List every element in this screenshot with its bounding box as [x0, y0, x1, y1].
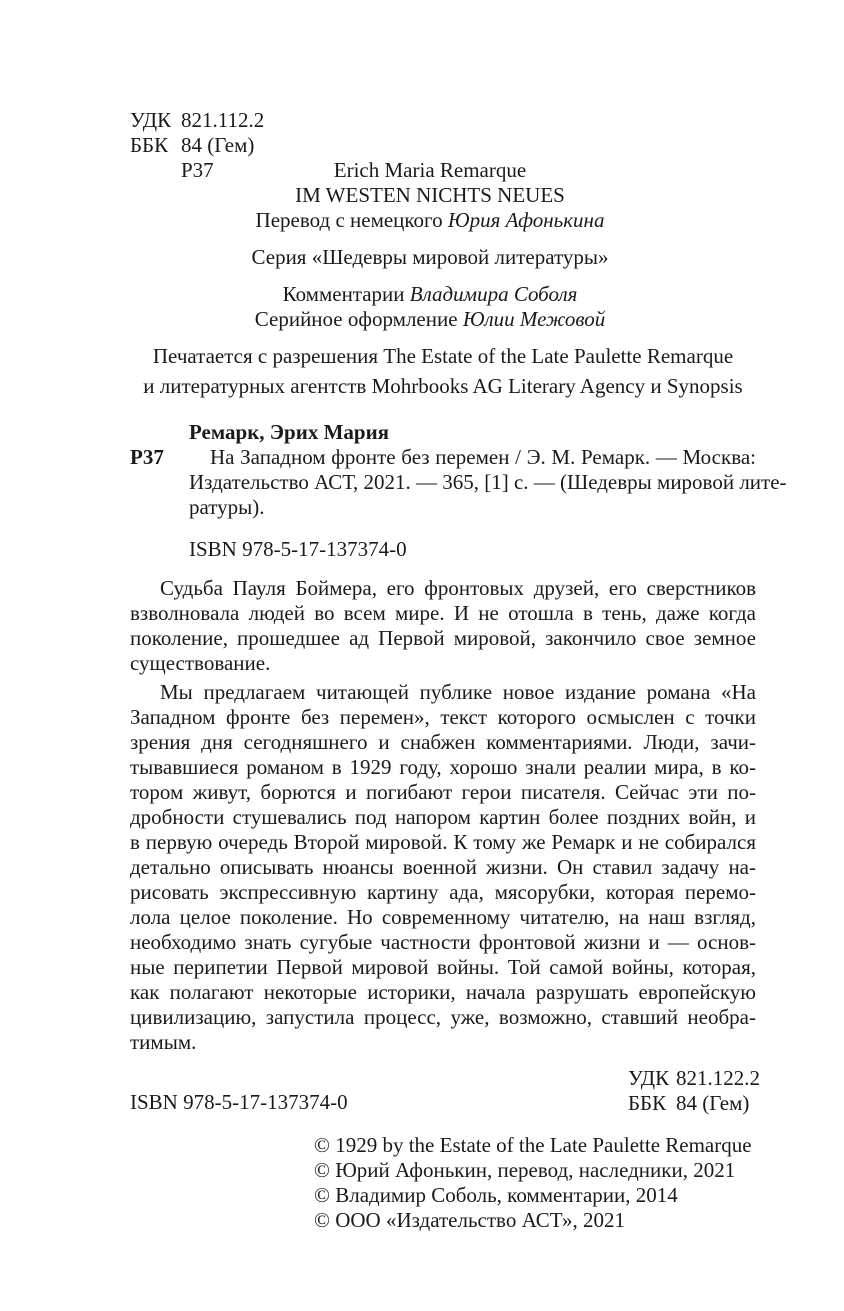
text-line: необходимо знать сугубые частности фронтовой жизни и — основ-	[130, 930, 756, 954]
footer-bbk-value: 84 (Гем)	[676, 1091, 750, 1115]
catalog-mark: Р37	[130, 445, 164, 469]
text-line: взволновала людей во всем мире. И не отошла в тень, даже когда	[130, 601, 756, 625]
udk-value: 821.112.2	[181, 108, 265, 132]
footer-isbn: ISBN 978-5-17-137374-0	[130, 1090, 348, 1114]
text-line: поколение, прошедшее ад Первой мировой, закончило свое земное	[130, 626, 756, 650]
catalog-line-3: ратуры).	[189, 495, 265, 519]
text-line: тимым.	[130, 1030, 197, 1054]
translation-prefix: Перевод с немецкого	[255, 208, 443, 232]
title-block	[130, 0, 730, 330]
text-line: как полагают некоторые историки, начала разрушать европейскую	[130, 980, 756, 1004]
design-line	[130, 309, 730, 330]
text-line: тором живут, борются и погибают герои писателя. Сейчас эти по-	[130, 780, 756, 804]
catalog-heading: Ремарк, Эрих Мария	[189, 420, 390, 444]
footer-bbk-label: ББК	[628, 1091, 667, 1115]
design-prefix: Серийное оформление	[254, 307, 458, 331]
catalog-isbn: ISBN 978-5-17-137374-0	[189, 537, 407, 561]
text-line: Мы предлагаем читающей публике новое издание романа «На	[160, 680, 756, 704]
comments-line	[130, 284, 730, 305]
designer-name: Юлии Межовой	[462, 307, 606, 331]
catalog-line-1: На Западном фронте без перемен / Э. М. Ремарк. — Москва:	[210, 445, 756, 469]
text-line: тывавшиеся романом в 1929 году, хорошо знали реалии мира, в ко-	[130, 755, 756, 779]
permission-line-2: и литературных агентств Mohrbooks AG Literary Agency и Synopsis	[143, 374, 743, 398]
bbk-label: ББК	[130, 133, 169, 157]
author-mark: Р37	[181, 158, 214, 182]
bbk-value: 84 (Гем)	[181, 133, 255, 157]
permission-line-1: Печатается с разрешения The Estate of the Late Paulette Remarque	[152, 344, 734, 368]
text-line: цивилизацию, запустила процесс, уже, возможно, ставший необра-	[130, 1005, 756, 1029]
commentator-name: Владимира Соболя	[409, 282, 578, 306]
text-line: рисовать экспрессивную картину ада, мясорубки, которая перемо-	[130, 880, 756, 904]
udk-label: УДК	[130, 108, 172, 132]
text-line: Западном фронте без перемен», текст которого осмыслен с точки	[130, 705, 756, 729]
text-line: существование.	[130, 651, 271, 675]
copyright-line: © ООО «Издательство АСТ», 2021	[314, 1208, 625, 1232]
translator-name: Юрия Афонькина	[447, 208, 605, 232]
footer-udk-value: 821.122.2	[676, 1066, 760, 1090]
catalog-line-2: Издательство АСТ, 2021. — 365, [1] с. — (Шедевры мировой лите-	[189, 470, 787, 494]
text-line: в первую очередь Второй мировой. К тому же Ремарк и не собирался	[130, 830, 756, 854]
copyright-line: © 1929 by the Estate of the Late Paulette Remarque	[314, 1133, 752, 1157]
text-line: зрения дня сегодняшнего и снабжен комментариями. Люди, зачи-	[130, 730, 756, 754]
translation-line	[130, 210, 730, 231]
text-line: лола целое поколение. Но современному читателю, на наш взгляд,	[130, 905, 756, 929]
comments-prefix: Комментарии	[282, 282, 405, 306]
text-line: ные перипетии Первой мировой войны. Той самой войны, которая,	[130, 955, 756, 979]
text-line: Судьба Пауля Боймера, его фронтовых друзей, его сверстников	[160, 576, 756, 600]
footer-udk-label: УДК	[628, 1066, 670, 1090]
copyright-line: © Юрий Афонькин, перевод, наследники, 2021	[314, 1158, 736, 1182]
text-line: детально описывать нюансы военной жизни. Он ставил задачу на-	[130, 855, 756, 879]
title-original: IM WESTEN NICHTS NEUES	[295, 183, 565, 207]
series-line: Серия «Шедевры мировой литературы»	[251, 245, 609, 269]
author-original: Erich Maria Remarque	[333, 158, 527, 182]
copyright-line: © Владимир Соболь, комментарии, 2014	[314, 1183, 678, 1207]
text-line: дробности стушевались под напором картин более поздних войн, и	[130, 805, 756, 829]
